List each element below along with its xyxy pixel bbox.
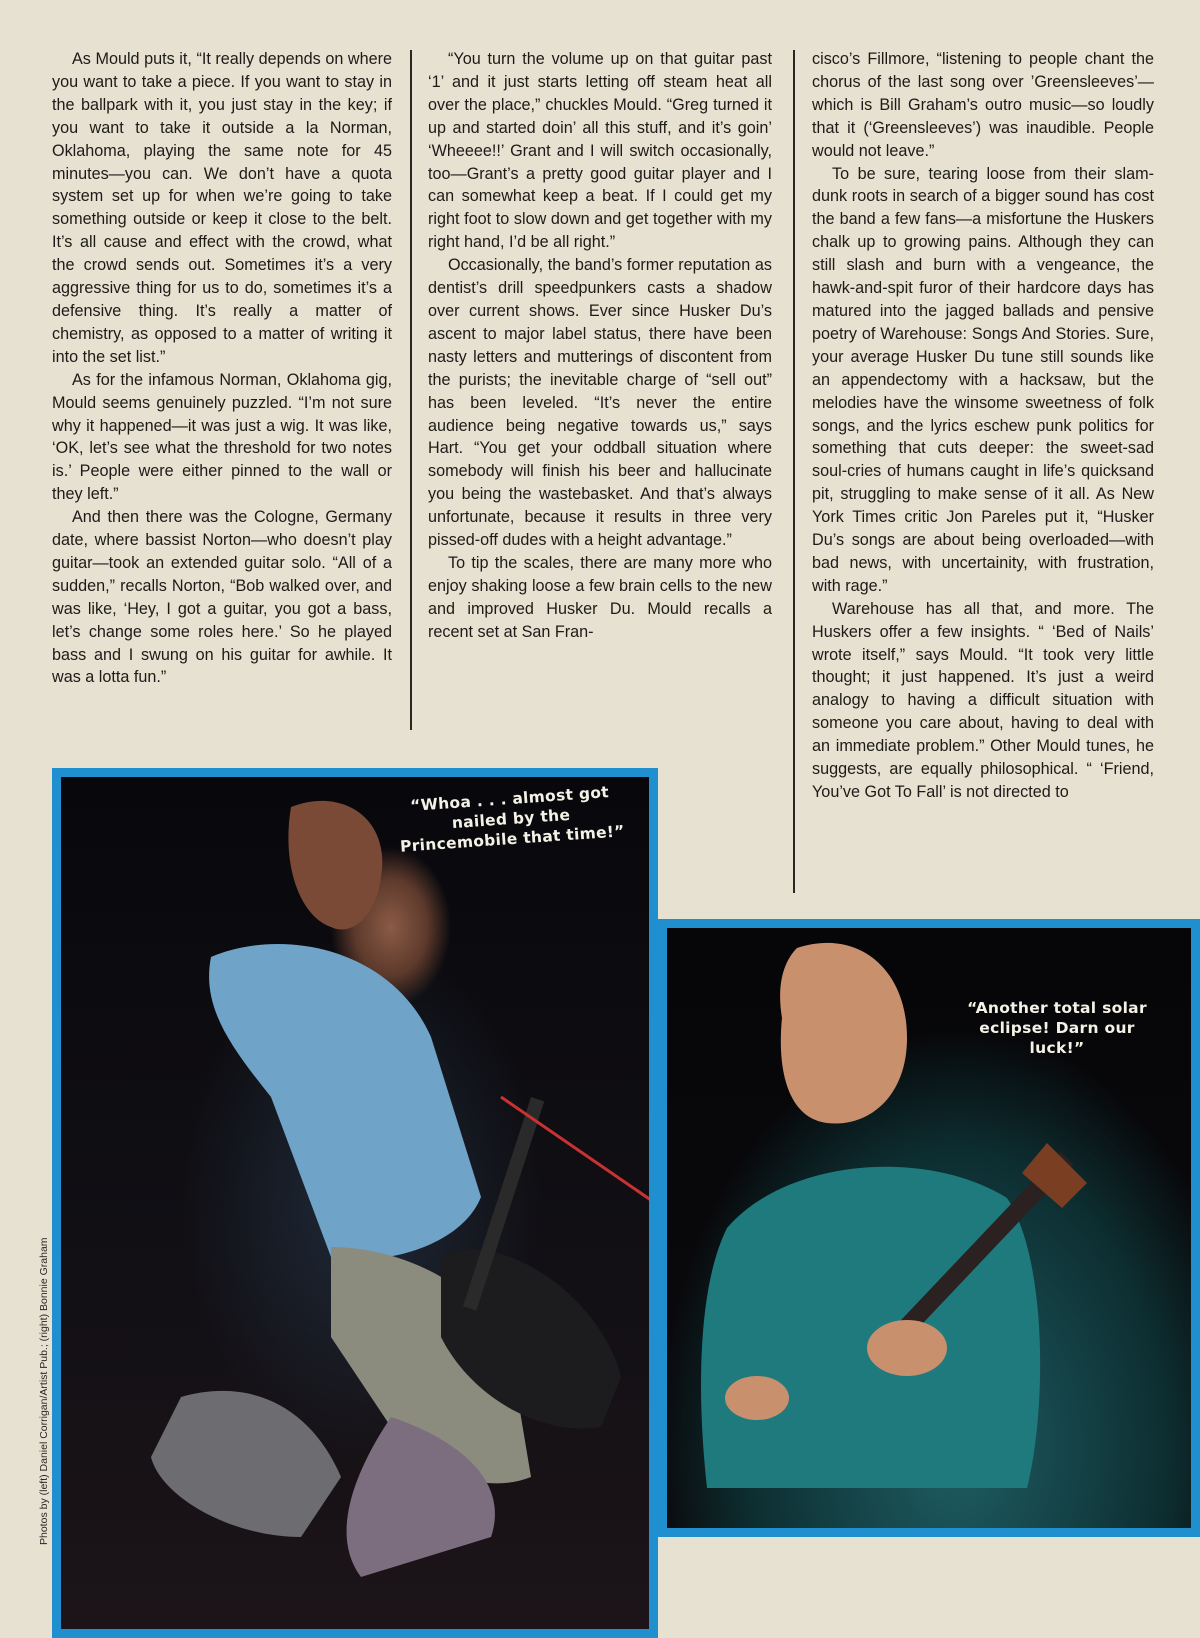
paragraph: To be sure, tearing loose from their slam-dunk roots in search of a bigger sound has cost the band a few fans—a misfortune the Huskers chalk up to growing pains. Although they can still slash and burn with a vengeance, the hawk-and-spit furor of their hardcore days has matured into the jagged ballads and pensive poetry of Warehouse: Songs And Stories. Sure, your average Husker Du tune still sounds like an appendectomy with a hacksaw, but the melodies have the winsome sweetness of folk songs, and the lyrics eschew punk politics for something that cuts deeper: the sweet-sad soul-cries of humans caught in life’s quicksand pit, struggling to make sense of it all. As New York Times critic Jon Pareles put it, “Husker Du’s songs are about being overloaded—with bad news, with uncertainity, with frustration, with rage.” [812, 164, 1154, 595]
photo-credit: Photos by (left) Daniel Corrigan/Artist Pub.; (right) Bonnie Graham [38, 1237, 50, 1545]
text-column-2 [428, 48, 772, 644]
column-divider [410, 50, 412, 730]
photo-caption: “Another total solar eclipse! Darn our luck!” [967, 999, 1147, 1057]
paragraph: As Mould puts it, “It really depends on where you want to take a piece. If you want to stay in the ballpark with it, you just stay in the key; if you want to take it outside a la Norman, Oklahoma, playing the same note for 45 minutes—you can. We don’t have a quota system set up for when we’re going to take something outside or keep it close to the belt. It’s all cause and effect with the crowd, what the crowd sends out. Sometimes it’s a very aggressive thing for us to do, sometimes it’s a defensive thing. It’s really a matter of chemistry, as opposed to a matter of writing it into the set list.” [52, 50, 392, 366]
photo-caption: “Whoa . . . almost got nailed by the Princemobile that time!” [399, 783, 626, 856]
photo-guitarist-jumping [52, 768, 658, 1638]
text-column-3 [812, 48, 1154, 804]
paragraph: And then there was the Cologne, Germany date, where bassist Norton—who doesn’t play guitar—took an extended guitar solo. “All of a sudden,” recalls Norton, “Bob walked over, and was like, ‘Hey, I got a guitar, you got a bass, let’s change some roles here.’ So he played bass and I swung on his guitar for awhile. It was a lotta fun.” [52, 508, 392, 687]
performer-silhouette [61, 777, 651, 1637]
paragraph: Occasionally, the band’s former reputation as dentist’s drill speedpunkers casts a shadow over current shows. Ever since Husker Du’s ascent to major label status, there have been nasty letters and mutterings of discontent from the purists; the inevitable charge of “sell out” has been leveled. “It’s never the entire audience being negative towards us,” says Hart. “You get your oddball situation where somebody will finish his beer and hallucinate you being the wastebasket. And that’s always unfortunate, because it results in three very pissed-off dudes with a height advantage.” [428, 256, 772, 550]
paragraph: To tip the scales, there are many more who enjoy shaking loose a few brain cells to the new and improved Husker Du. Mould recalls a recent set at San Fran- [428, 553, 772, 641]
paragraph: As for the infamous Norman, Oklahoma gig, Mould seems genuinely puzzled. “I’m not sure why it happened—it was just a wig. It was like, ‘OK, let’s see what the threshold for two notes is.’ People were either pinned to the wall or they left.” [52, 370, 392, 504]
paragraph: cisco’s Fillmore, “listening to people chant the chorus of the last song over ’Greensleeves’—which is Bill Graham’s outro music—so loudly that it (‘Greensleeves’) was inaudible. People would not leave.” [812, 50, 1154, 160]
paragraph: “You turn the volume up on that guitar past ‘1’ and it just starts letting off steam heat all over the place,” chuckles Mould. “Greg turned it up and started doin’ all this stuff, and it’s goin’ ‘Wheeee!!’ Grant and I will switch occasionally, too—Grant’s a pretty good guitar player and I can somewhat keep a beat. If I could get my right foot to slow down and get together with my right hand, I’d be all right.” [428, 50, 772, 252]
paragraph: Warehouse has all that, and more. The Huskers offer a few insights. “ ‘Bed of Nails’ wrote itself,” says Mould. “It took very little thought; it just happened. It’s just a weird analogy to having a difficult situation with someone you care about, having to deal with an immediate problem.” Other Mould tunes, he suggests, are equally philosophical. “ ‘Friend, You’ve Got To Fall’ is not directed to [812, 599, 1154, 801]
text-column-1 [52, 48, 392, 689]
column-divider [793, 50, 795, 893]
photo-bassist [658, 919, 1200, 1537]
